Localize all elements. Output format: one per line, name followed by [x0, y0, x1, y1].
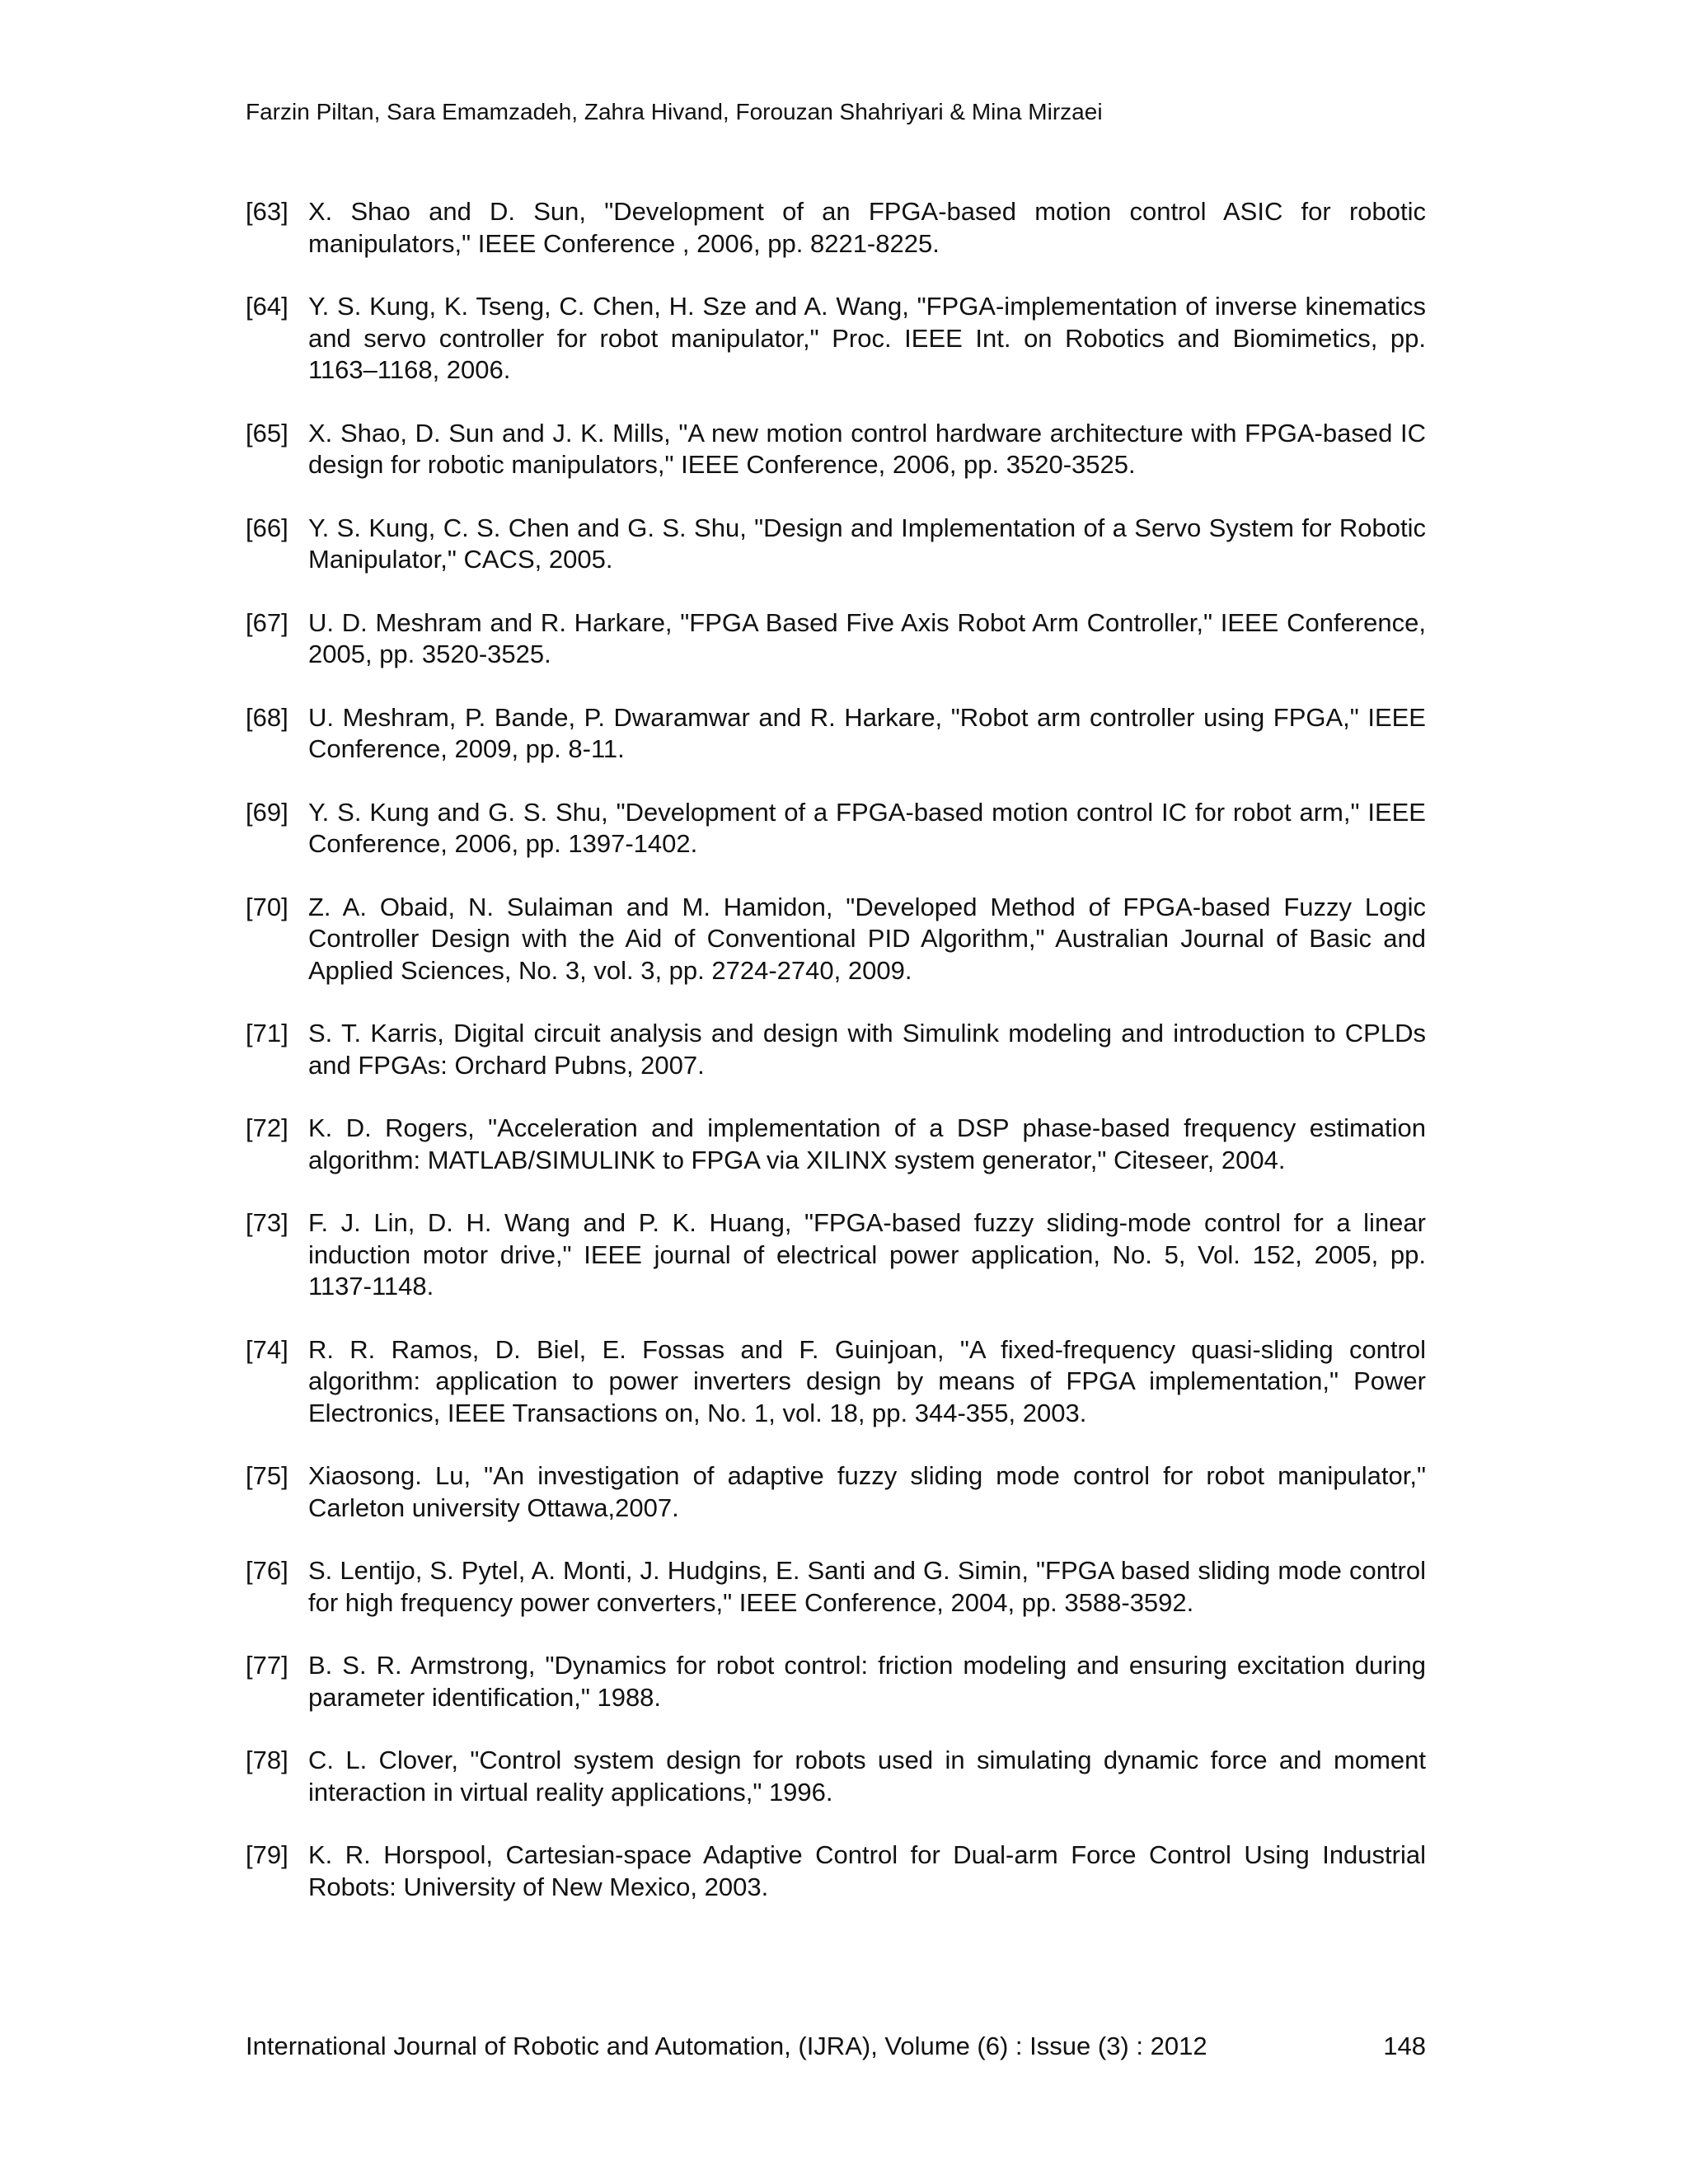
reference-number: [63] [246, 197, 288, 226]
reference-number: [67] [246, 607, 288, 637]
reference-text: C. L. Clover, "Control system design for robots used in simulating dynamic force and moment interaction in virtual reality applications," 1996. [308, 1746, 1426, 1807]
reference-number: [70] [246, 892, 288, 921]
reference-item-63 [246, 196, 1426, 260]
reference-text: U. Meshram, P. Bande, P. Dwaramwar and R. Harkare, "Robot arm controller using FPGA," IEEE Conference, 2009, pp. 8-11. [308, 702, 1426, 763]
page-number: 148 [1383, 2032, 1426, 2060]
reference-item-69 [246, 797, 1426, 860]
reference-item-65 [246, 418, 1426, 481]
reference-number: [78] [246, 1746, 288, 1774]
reference-item-74 [246, 1334, 1426, 1430]
reference-list [246, 196, 1426, 1934]
reference-number: [71] [246, 1019, 288, 1047]
reference-item-70 [246, 892, 1426, 987]
reference-item-72 [246, 1113, 1426, 1176]
reference-item-77 [246, 1650, 1426, 1713]
reference-item-68 [246, 702, 1426, 766]
reference-text: Y. S. Kung and G. S. Shu, "Development of a FPGA-based motion control IC for robot arm," IEEE Conference, 2006, pp. 1397-1402. [308, 797, 1426, 858]
reference-text: X. Shao and D. Sun, "Development of an FPGA-based motion control ASIC for robotic manipulators," IEEE Conference , 2006, pp. 8221-8225. [308, 197, 1426, 258]
reference-item-76 [246, 1555, 1426, 1619]
reference-text: Xiaosong. Lu, "An investigation of adaptive fuzzy sliding mode control for robot manipulator," Carleton university Ottawa,2007. [308, 1461, 1426, 1522]
reference-number: [69] [246, 797, 288, 827]
reference-item-66 [246, 513, 1426, 576]
reference-text: B. S. R. Armstrong, "Dynamics for robot control: friction modeling and ensuring excitation during parameter identification," 1988. [308, 1651, 1426, 1712]
reference-number: [65] [246, 418, 288, 448]
reference-text: K. D. Rogers, "Acceleration and implementation of a DSP phase-based frequency estimation algorithm: MATLAB/SIMULINK to FPGA via XILINX system generator," Citeseer, 2004. [308, 1113, 1426, 1174]
reference-item-79 [246, 1840, 1426, 1903]
reference-text: Z. A. Obaid, N. Sulaiman and M. Hamidon, "Developed Method of FPGA-based Fuzzy Logic Controller Design with the Aid of Conventional PID Algorithm," Australian Journal of Basic and Applied Sciences, No. 3, vol. 3, pp. 2724-2740, 2009. [308, 892, 1426, 985]
reference-text: X. Shao, D. Sun and J. K. Mills, "A new motion control hardware architecture with FPGA-based IC design for robotic manipulators," IEEE Conference, 2006, pp. 3520-3525. [308, 418, 1426, 479]
reference-text: K. R. Horspool, Cartesian-space Adaptive Control for Dual-arm Force Control Using Industrial Robots: University of New Mexico, 2003. [308, 1840, 1426, 1901]
running-header: Farzin Piltan, Sara Emamzadeh, Zahra Hivand, Forouzan Shahriyari & Mina Mirzaei [246, 99, 1103, 124]
reference-item-67 [246, 607, 1426, 671]
reference-number: [74] [246, 1334, 288, 1364]
reference-number: [64] [246, 292, 288, 321]
reference-text: F. J. Lin, D. H. Wang and P. K. Huang, "FPGA-based fuzzy sliding-mode control for a linear induction motor drive," IEEE journal of electrical power application, No. 5, Vol. 152, 2005, pp. 1137-1148. [308, 1208, 1426, 1301]
reference-item-71 [246, 1018, 1426, 1081]
reference-text: Y. S. Kung, C. S. Chen and G. S. Shu, "Design and Implementation of a Servo System for Robotic Manipulator," CACS, 2005. [308, 513, 1426, 574]
reference-text: S. T. Karris, Digital circuit analysis and design with Simulink modeling and introduction to CPLDs and FPGAs: Orchard Pubns, 2007. [308, 1019, 1426, 1080]
reference-number: [77] [246, 1651, 288, 1680]
reference-item-75 [246, 1460, 1426, 1524]
reference-item-73 [246, 1207, 1426, 1303]
journal-citation: International Journal of Robotic and Automation, (IJRA), Volume (6) : Issue (3) : 2012 [246, 2032, 1207, 2060]
reference-number: [75] [246, 1461, 288, 1490]
page-footer [246, 2030, 1426, 2063]
reference-number: [66] [246, 513, 288, 542]
reference-text: Y. S. Kung, K. Tseng, C. Chen, H. Sze and A. Wang, "FPGA-implementation of inverse kinematics and servo controller for robot manipulator," Proc. IEEE Int. on Robotics and Biomimetics, pp. 1163–1168, 2006. [308, 292, 1426, 384]
reference-number: [72] [246, 1113, 288, 1142]
reference-item-64 [246, 291, 1426, 387]
reference-text: U. D. Meshram and R. Harkare, "FPGA Based Five Axis Robot Arm Controller," IEEE Conference, 2005, pp. 3520-3525. [308, 607, 1426, 668]
reference-number: [79] [246, 1840, 288, 1869]
reference-number: [68] [246, 702, 288, 732]
reference-text: R. R. Ramos, D. Biel, E. Fossas and F. Guinjoan, "A fixed-frequency quasi-sliding control algorithm: application to power inverters design by means of FPGA implementation," Power Electronics, IEEE Transactions on, No. 1, vol. 18, pp. 344-355, 2003. [308, 1334, 1426, 1427]
reference-text: S. Lentijo, S. Pytel, A. Monti, J. Hudgins, E. Santi and G. Simin, "FPGA based sliding mode control for high frequency power converters," IEEE Conference, 2004, pp. 3588-3592. [308, 1556, 1426, 1617]
reference-number: [76] [246, 1556, 288, 1585]
reference-number: [73] [246, 1208, 288, 1237]
reference-item-78 [246, 1745, 1426, 1808]
